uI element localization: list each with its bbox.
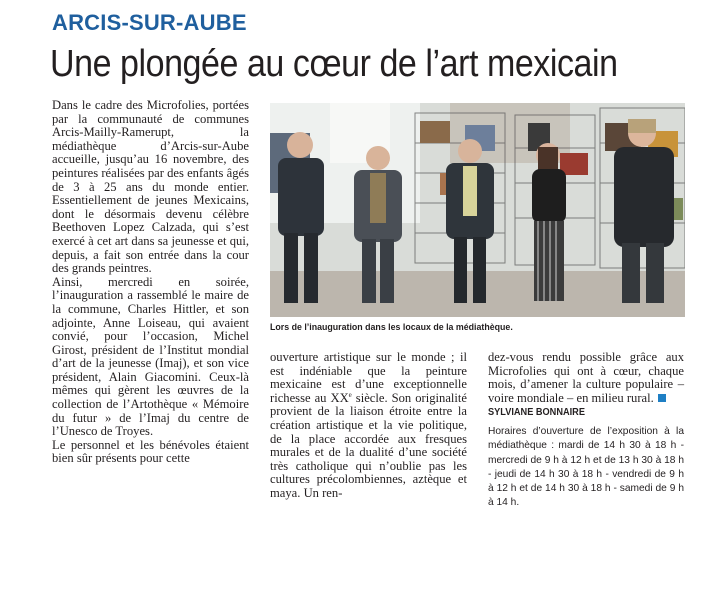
article-column-2 <box>270 351 467 501</box>
article-column-3 <box>488 351 684 511</box>
kicker-location: ARCIS-SUR-AUBE <box>52 10 247 35</box>
end-of-article-mark <box>658 394 666 402</box>
article-column-1 <box>52 99 249 466</box>
text-span: ouverture artistique sur le monde ; il est indéniable que la peinture mexicaine est d’une exceptionnelle richesse au XX <box>270 350 467 405</box>
text-span: siècle. Son originalité provient de la liaison étroite entre la création artistique et la vie politique, de la place accordée aux fresques murales et de la dualité d’une société très catholique qui n’oublie pas les cultures précolombiennes, aztèque et maya. Un ren- <box>270 390 467 500</box>
paragraph: Le personnel et les bénévoles étaient bien sûr présents pour cette <box>52 437 249 466</box>
author-signature: SYLVIANE BONNAIRE <box>488 407 585 419</box>
paragraph: Ainsi, mercredi en soirée, l’inauguration a rassemblé le maire de la commune, Charles Hittler, et son adjointe, Anne Loiseau, qui avaient convié, pour l’occasion, Michel Girost, président de l’Institut mondial d’art de la jeunesse (Imaj), et son vice président, Alain Giacomini. Ceux-là mêmes qui gèrent les œuvres de la collection de l’Artothèque « Mémoire du futur » de l’Imaj du centre de l’Unesco de Troyes. <box>52 274 249 439</box>
photo-caption: Lors de l’inauguration dans les locaux de la médiathèque. <box>270 322 513 333</box>
superscript: e <box>348 390 352 399</box>
text-span: dez-vous rendu possible grâce aux Microfolies qui ont à cœur, chaque mois, d’amener la culture populaire – voire mondiale – en milieu rural. <box>488 350 684 405</box>
article-headline: Une plongée au cœur de l’art mexicain <box>50 43 618 85</box>
paragraph <box>488 351 684 405</box>
paragraph: Dans le cadre des Microfolies, portées par la communauté de communes Arcis-Mailly-Ramerupt, la médiathèque d’Arcis-sur-Aube accueille, jusqu’au 16 novembre, des peintures réalisées par des enfants âgés de 3 à 25 ans du monde entier. Essentiellement de jeunes Mexicains, dont le désormais devenu célèbre Beethoven Lopez Calzada, qui s’est exercé à cet art dans sa jeunesse et qui, depuis, a fait son entrée dans la cour des grands peintres. <box>52 98 249 276</box>
opening-hours: Horaires d’ouverture de l’exposition à la médiathèque : mardi de 14 h 30 à 18 h - mercredi de 9 h à 12 h et de 13 h 30 à 18 h - jeudi de 14 h 30 à 18 h - vendredi de 9 h à 12 h et de 14 h 30 à 18 h - samedi de 9 h à 14 h. <box>488 425 684 509</box>
inauguration-photo <box>270 103 685 317</box>
paragraph <box>270 351 467 501</box>
